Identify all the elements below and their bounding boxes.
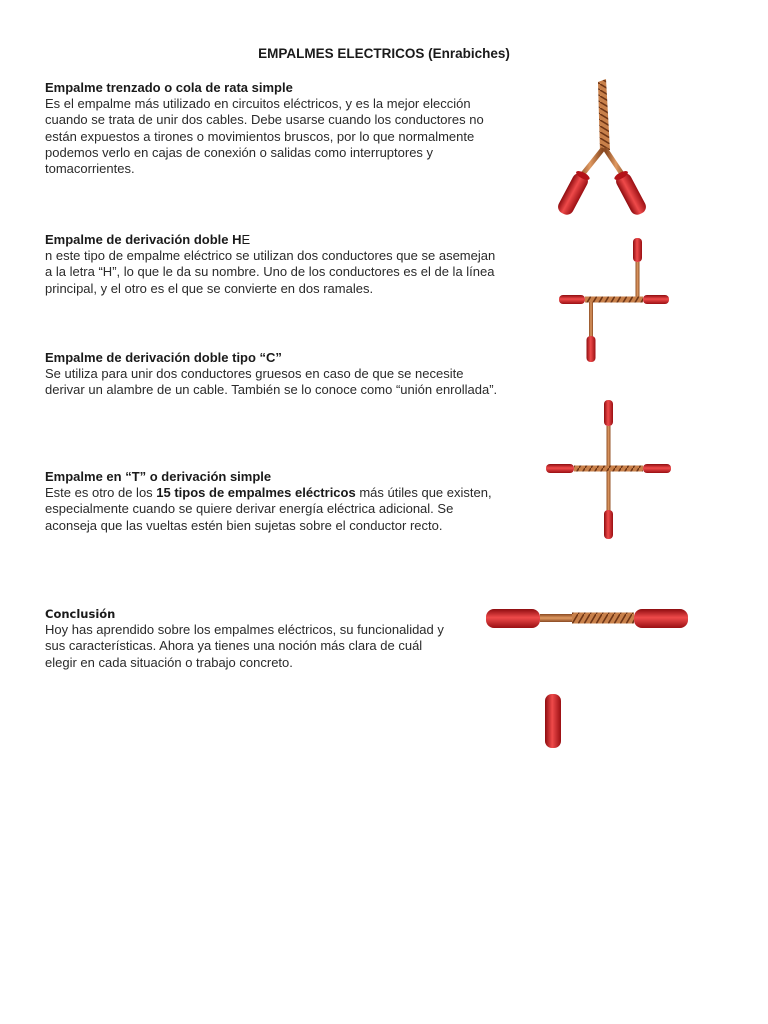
- section-body: Se utiliza para unir dos conductores gruesos en caso de que se necesite derivar un alambre de un cable. También se lo conoce como “unión enrollada”.: [45, 366, 498, 398]
- body-link-text: 15 tipos de empalmes eléctricos: [156, 485, 356, 500]
- section-t-splice: [45, 469, 505, 534]
- section-body: Es el empalme más utilizado en circuitos eléctricos, y es la mejor elección cuando se trata de unir dos cables. Debe usarse cuando los conductores no están expuestos a tirones o movimientos bruscos, por lo que normalmente podemos verlo en cajas de conexión o salidas como interruptores y tomacorrientes.: [45, 96, 484, 177]
- section-type-c-splice: [45, 350, 505, 399]
- double-h-splice-illustration: [555, 236, 715, 368]
- section-heading: [45, 232, 505, 248]
- section-body: Hoy has aprendido sobre los empalmes eléctricos, su funcionalidad y sus características. Ahora ya tienes una noción más clara de cuál elegir en cada situación o trabajo concreto.: [45, 622, 444, 670]
- section-heading: Empalme de derivación doble tipo “C”: [45, 350, 282, 365]
- section-heading: Empalme en “T” o derivación simple: [45, 469, 272, 484]
- section-conclusion: [45, 606, 445, 671]
- t-splice-illustration: [482, 604, 710, 754]
- section-twisted-splice: [45, 80, 505, 177]
- cross-splice-illustration: [543, 398, 683, 543]
- document-title: EMPALMES ELECTRICOS (Enrabiches): [258, 46, 510, 61]
- body-text-before: Este es otro de los: [45, 485, 157, 500]
- section-body: n este tipo de empalme eléctrico se utilizan dos conductores que se asemejan a la letra “H”, lo que le da su nombre. Uno de los conductores es el de la línea principal, y el otro es el que se convierte en dos ramales.: [45, 248, 496, 296]
- section-body: [45, 485, 505, 534]
- section-heading: Empalme trenzado o cola de rata simple: [45, 80, 293, 95]
- section-double-h-splice: [45, 232, 505, 297]
- section-heading-tail: E: [241, 232, 251, 247]
- rat-tail-splice-illustration: [540, 72, 710, 217]
- section-heading-main: Empalme de derivación doble H: [45, 232, 242, 247]
- section-heading: Conclusión: [45, 607, 116, 621]
- body-text-after: más útiles que existen, especialmente cuando se quiere derivar energía eléctrica adicional. Se aconseja que las vueltas estén bien sujetas sobre el conductor recto.: [45, 485, 492, 533]
